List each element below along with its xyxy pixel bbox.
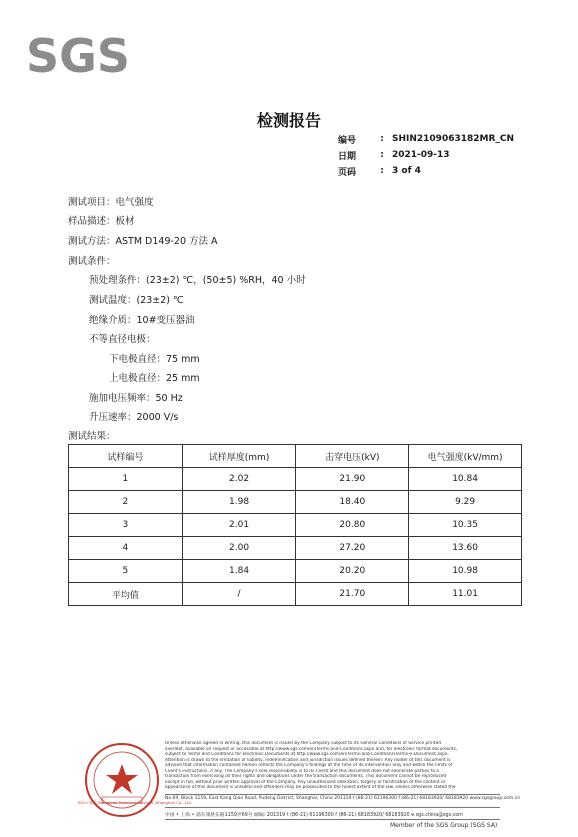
table-row [69, 514, 522, 537]
results-table [68, 444, 522, 606]
header-breakdown-voltage: 击穿电压(kV) [296, 445, 409, 468]
cell-thickness: / [182, 583, 296, 606]
insulating-medium: 绝缘介质：10#变压器油 [89, 315, 195, 326]
meta-number-key: 编号 [338, 135, 357, 146]
footer-divider [165, 819, 500, 820]
cell-breakdown-voltage: 27.20 [296, 537, 409, 560]
table-row-average [69, 583, 522, 606]
header-thickness: 试样厚度(mm) [182, 445, 296, 468]
meta-page [338, 163, 514, 179]
footer-address-en: No.69, Block 1159, East Kang Qiao Road, Pudong District, Shanghai, China 201319 t (86-21) 61196300 f (86-21) 68183920/ 68183920 www.sgsgroup.com.cn [165, 796, 521, 801]
meta-page-colon: : [380, 166, 384, 176]
header-electric-strength: 电气强度(kV/mm) [409, 445, 522, 468]
official-stamp [82, 740, 162, 820]
conditions-label: 测试条件： [68, 256, 116, 267]
report-title: 检测报告 [256, 111, 321, 130]
upper-electrode: 上电极直径：25 mm [109, 373, 200, 384]
meta-page-value: 3 of 4 [392, 166, 421, 176]
test-item: 测试项目：电气强度 [68, 197, 154, 208]
cell-breakdown-voltage: 18.40 [296, 491, 409, 514]
meta-number-value: SHIN2109063182MR_CN [392, 134, 515, 144]
cell-sample-no: 3 [69, 514, 183, 537]
cell-thickness: 1.84 [182, 560, 296, 583]
footer-divider [165, 794, 500, 795]
lower-electrode: 下电极直径：75 mm [109, 354, 200, 365]
table-row [69, 560, 522, 583]
cell-thickness: 2.00 [182, 537, 296, 560]
report-meta [338, 131, 514, 179]
test-temperature: 测试温度：(23±2) ℃ [89, 295, 184, 306]
footer-address-cn: 中国 • 上海 • 浦东康桥东路1159弄69号 邮编: 201319 t (86-21) 61196300 f (86-21) 68183920/ 68183920 e sgs.china@sgs.com [165, 813, 463, 818]
meta-number-colon: : [380, 134, 384, 144]
meta-date-key: 日期 [338, 151, 357, 162]
sgs-logo [22, 26, 138, 88]
meta-page-key: 页码 [338, 167, 357, 178]
cell-sample-no: 5 [69, 560, 183, 583]
voltage-frequency: 施加电压频率：50 Hz [89, 393, 183, 404]
fine-print-line: appearance of this document is unlawful and offenders may be prosecuted to the fullest extent of the law. Unless otherwise stated the [165, 785, 456, 790]
sgs-logo-icon [22, 26, 138, 88]
cell-sample-no: 1 [69, 468, 183, 491]
cell-electric-strength: 9.29 [409, 491, 522, 514]
fine-print-line: subject to Terms and Conditions for Electronic Documents at http://www.sgs.com/en/Terms-and-Conditions/Terms-e-Document.aspx. [165, 752, 449, 757]
meta-date-value: 2021-09-13 [392, 150, 450, 160]
cell-electric-strength: 10.35 [409, 514, 522, 537]
cell-average-label: 平均值 [69, 583, 183, 606]
sgs-logo-text: SGS [26, 29, 131, 83]
sgs-member-note: Member of the SGS Group (SGS SA) [390, 822, 498, 829]
sample-description: 样品描述：板材 [68, 216, 135, 227]
fine-print-line: transaction from exercising all their rights and obligations under the transaction documents. This document cannot be reproduced [165, 774, 447, 779]
table-row [69, 468, 522, 491]
footer-fine-print [165, 741, 498, 791]
fine-print-line: Unless otherwise agreed in writing, this document is issued by the Company subject to its General Conditions of Service printed [165, 741, 441, 746]
precondition: 预处理条件：(23±2) ℃，(50±5) %RH，40 小时 [89, 275, 306, 286]
table-header-row [69, 445, 522, 468]
fine-print-line: advised that information contained hereon reflects the Company's findings at the time of its intervention only and within the limits of [165, 763, 453, 768]
test-method: 测试方法：ASTM D149-20 方法 A [68, 236, 218, 247]
cell-electric-strength: 10.98 [409, 560, 522, 583]
cell-thickness: 2.01 [182, 514, 296, 537]
cell-electric-strength: 11.01 [409, 583, 522, 606]
fine-print-line: overleaf, available on request or accessible at http://www.sgs.com/en/Terms-and-Conditions.aspx and, for electronic format documents, [165, 746, 458, 752]
fine-print-line: Attention is drawn to the limitation of liability, indemnification and jurisdiction issues defined therein. Any holder of this document is [165, 757, 451, 763]
cell-electric-strength: 13.60 [409, 537, 522, 560]
meta-number [338, 131, 514, 147]
stamp-seal-icon [82, 740, 162, 820]
cell-breakdown-voltage: 21.90 [296, 468, 409, 491]
results-label: 测试结果： [68, 431, 116, 442]
table-row [69, 537, 522, 560]
stamp-company-name: SGS-CSTC Standards Technical Services (Shanghai) Co., Ltd. [78, 800, 193, 805]
cell-sample-no: 2 [69, 491, 183, 514]
fine-print-line: except in full, without prior written approval of the Company. Any unauthorized alteration, forgery or falsification of the content or [165, 779, 446, 785]
header-sample-no: 试样编号 [69, 445, 183, 468]
cell-sample-no: 4 [69, 537, 183, 560]
cell-breakdown-voltage: 21.70 [296, 583, 409, 606]
meta-date-colon: : [380, 150, 384, 160]
electrode-label: 不等直径电极： [89, 334, 156, 345]
voltage-rise-rate: 升压速率：2000 V/s [89, 412, 179, 423]
fine-print-line: Client's instructions, if any. The Company's sole responsibility is to its Client and this document does not exonerate parties to a [165, 768, 439, 774]
cell-electric-strength: 10.84 [409, 468, 522, 491]
cell-thickness: 2.02 [182, 468, 296, 491]
cell-thickness: 1.98 [182, 491, 296, 514]
cell-breakdown-voltage: 20.80 [296, 514, 409, 537]
footer-divider [165, 807, 500, 808]
meta-date [338, 147, 514, 163]
table-row [69, 491, 522, 514]
cell-breakdown-voltage: 20.20 [296, 560, 409, 583]
